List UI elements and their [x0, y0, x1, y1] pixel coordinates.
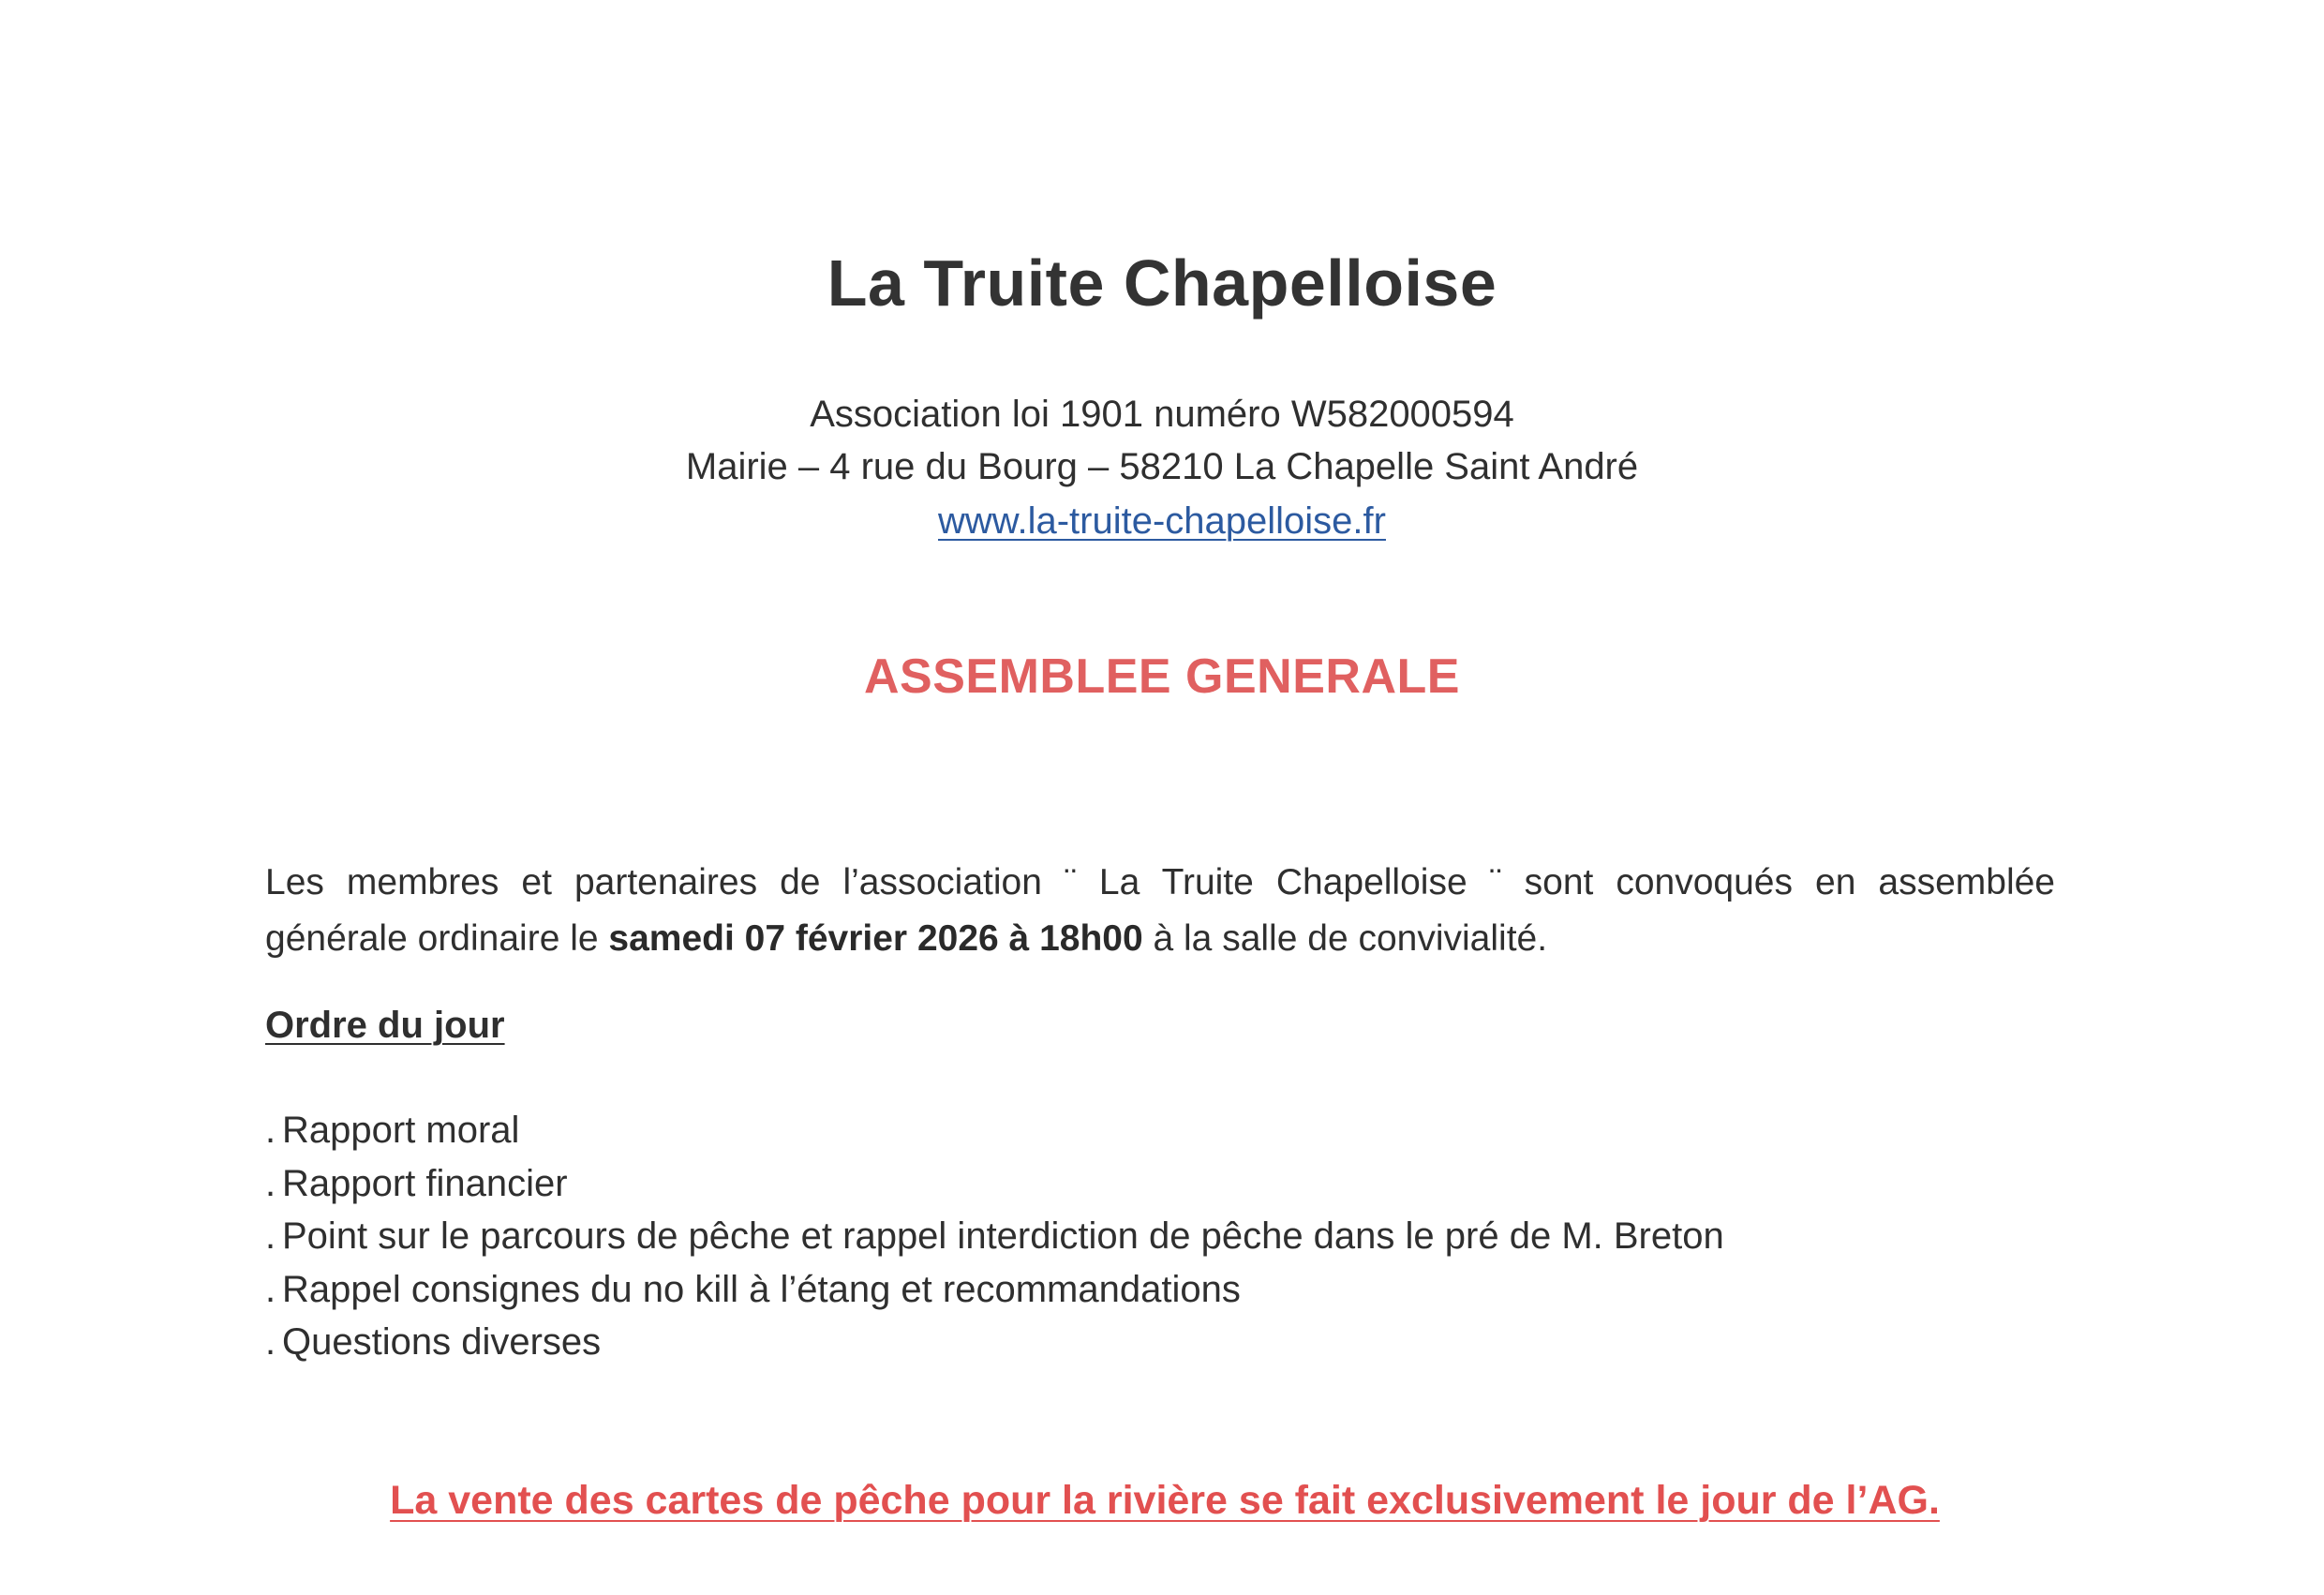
- agenda-item: [265, 1104, 1724, 1157]
- agenda-item-text: Rapport financier: [282, 1162, 568, 1204]
- registration-line: Association loi 1901 numéro W582000594: [810, 394, 1514, 435]
- website-link[interactable]: www.la-truite-chapelloise.fr: [938, 500, 1386, 542]
- meeting-heading: ASSEMBLEE GENERALE: [864, 649, 1460, 704]
- agenda-item: [265, 1263, 1724, 1317]
- agenda-item-text: Point sur le parcours de pêche et rappel interdiction de pêche dans le pré de M. Breton: [282, 1215, 1724, 1257]
- bullet-marker: .: [265, 1215, 276, 1257]
- fishing-card-sale-note: La vente des cartes de pêche pour la rivière se fait exclusivement le jour de l’AG.: [390, 1478, 1940, 1523]
- intro-line-2-after: à la salle de convivialité.: [1142, 918, 1548, 959]
- address-line: Mairie – 4 rue du Bourg – 58210 La Chapelle Saint André: [685, 446, 1639, 487]
- intro-line-1: Les membres et partenaires de l’association ¨ La Truite Chapelloise ¨ sont convoqués en assemblée: [265, 862, 2055, 902]
- agenda-item: [265, 1316, 1724, 1369]
- meeting-date-time: samedi 07 février 2026 à 18h00: [608, 918, 1143, 959]
- agenda-item: [265, 1157, 1724, 1211]
- website-line: [0, 500, 2324, 543]
- agenda-heading: Ordre du jour: [265, 1005, 505, 1046]
- intro-line-2-before: générale ordinaire le: [265, 918, 609, 959]
- agenda-item: [265, 1210, 1724, 1263]
- bullet-marker: .: [265, 1110, 276, 1151]
- agenda-item-text: Rappel consignes du no kill à l’étang et recommandations: [282, 1268, 1241, 1310]
- agenda-list: [265, 1104, 1724, 1369]
- agenda-item-text: Questions diverses: [282, 1321, 602, 1363]
- organization-title: La Truite Chapelloise: [827, 246, 1497, 320]
- bullet-marker: .: [265, 1321, 276, 1363]
- bullet-marker: .: [265, 1268, 276, 1310]
- agenda-item-text: Rapport moral: [282, 1110, 520, 1151]
- bullet-marker: .: [265, 1162, 276, 1204]
- intro-line-2: [265, 911, 2074, 967]
- meeting-intro-paragraph: [265, 855, 2074, 967]
